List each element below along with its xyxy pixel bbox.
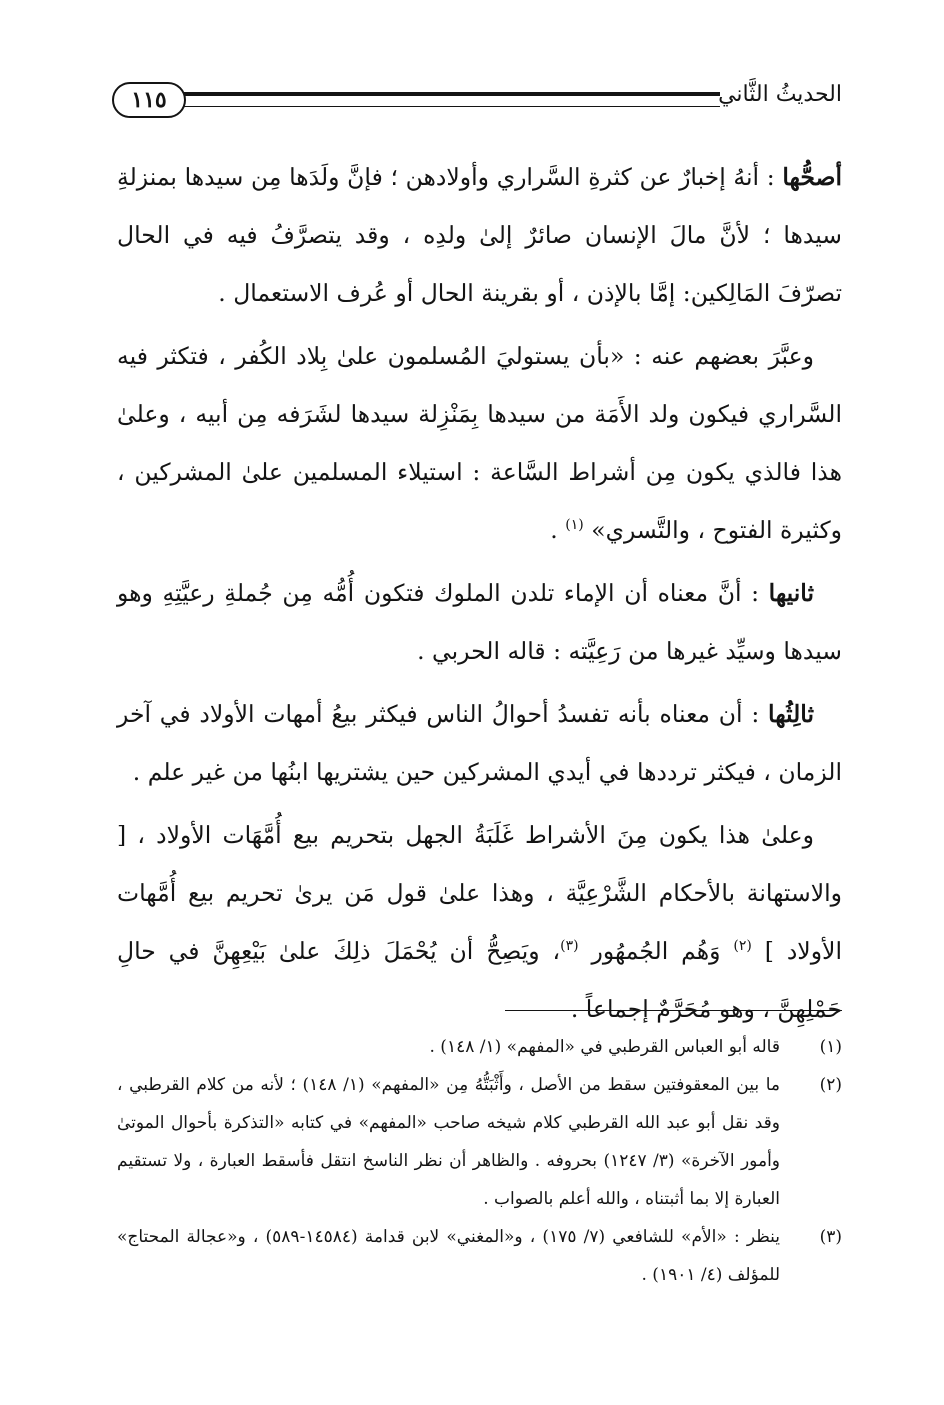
paragraph-text: وعبَّرَ بعضهم عنه : «بأن يستوليَ المُسلمون علىٰ بِلاد الكُفر ، فتكثر فيه السَّراري فيكون ولد الأَمَة من سيدها بِمَنْزِلة سيدها لشَرَفه مِن أبيه ، وعلىٰ هذا فالذي يكون مِن أشراط السَّاعة : استيلاء المسلمين علىٰ المشركين ، وكثيرة الفتوح ، والتَّسري» <box>117 342 842 544</box>
footnote-item <box>117 1218 842 1294</box>
header-rule <box>174 92 720 107</box>
paragraph-text: : أنَّ معناه أن الإماء تلدن الملوك فتكون أُمُّه مِن جُملةِ رعيَّتِهِ وهو سيدها وسيِّد غيرها من رَعِيَّته : قاله الحربي . <box>117 579 842 665</box>
footnote-item <box>117 1028 842 1066</box>
footnote-text: قاله أبو العباس القرطبي في «المفهم» (١/ ١٤٨) . <box>429 1037 780 1057</box>
paragraph-5 <box>117 806 842 1038</box>
paragraph-lead: أصحُّها <box>782 163 842 191</box>
paragraph-lead: ثانيها <box>768 579 814 607</box>
footnote-number: (١) <box>819 1037 842 1057</box>
footnote-text: ينظر : «الأم» للشافعي (٧/ ١٧٥) ، و«المغني» لابن قدامة (١٤٥٨٤-٥٨٩) ، و«عجالة المحتاج» للمؤلف (٤/ ١٩٠١) . <box>117 1227 781 1285</box>
page-number: ١١٥ <box>112 82 186 118</box>
paragraph-text: : أن معناه بأنه تفسدُ أحوالُ الناس فيكثر بيعُ أمهات الأولاد في آخر الزمان ، فيكثر ترددها في أيدي المشركين حين يشتريها ابنُها من غير علم . <box>117 700 842 786</box>
paragraph-end: . <box>550 516 566 544</box>
paragraph-text: وعلىٰ هذا يكون مِنَ الأشراط غَلَبَةُ الجهل بتحريم بيع أُمَّهَات الأولاد ، [ والاستهانة بالأحكام الشَّرْعِيَّة ، وهذا علىٰ قول مَن يرىٰ تحريم بيع أُمَّهات الأولاد ] <box>117 821 842 965</box>
running-title: الحديثُ الثَّاني <box>718 82 842 107</box>
paragraph-2 <box>117 327 842 559</box>
paragraph-3 <box>117 564 842 680</box>
paragraph-text: ، ويَصِحُّ أن يُحْمَلَ ذلِكَ علىٰ بَيْعِهِنَّ في حالِ حَمْلِهِنَّ ، وهو مُحَرَّمٌ إجماعاً . <box>117 937 842 1023</box>
paragraph-lead: ثالِثُها <box>768 700 814 728</box>
main-text <box>117 148 842 1043</box>
footnote-text: ما بين المعقوفتين سقط من الأصل ، وأَثْبَتُّهُ مِن «المفهم» (١/ ١٤٨) ؛ لأنه من كلام القرطبي ، وقد نقل أبو عبد الله القرطبي كلام شيخه صاحب «المفهم» في كتابه «التذكرة بأحوال الموتىٰ وأمور الآخرة» (٣/ ١٢٤٧) بحروفه . والظاهر أن نظر الناسخ انتقل فأسقط العبارة ، ولا تستقيم العبارة إلا بما أثبتناه ، والله أعلم بالصواب . <box>117 1075 780 1209</box>
footnotes <box>117 1028 842 1294</box>
footnote-item <box>117 1066 842 1218</box>
footnote-reference[interactable]: (١) <box>565 517 584 534</box>
footnote-reference[interactable]: (٢) <box>733 938 752 955</box>
footnote-reference[interactable]: (٣) <box>560 938 579 955</box>
footnote-number: (٣) <box>819 1227 842 1247</box>
paragraph-text: وَهُم الجُمهُور <box>591 937 734 965</box>
footnote-number: (٢) <box>819 1075 842 1095</box>
paragraph-text: : أنهُ إخبارٌ عن كثرةِ السَّراري وأولادهن ؛ فإنَّ ولَدَها مِن سيدها بمنزلةِ سيدها ؛ لأنَّ مالَ الإنسان صائرٌ إلىٰ ولدِه ، وقد يتصرَّفُ فيه في الحال تصرّفَ المَالِكين: إمَّا بالإذن ، أو بقرينة الحال أو عُرف الاستعمال . <box>117 163 842 307</box>
page-header <box>112 76 842 126</box>
paragraph-4 <box>117 685 842 801</box>
footnote-separator <box>505 1010 842 1011</box>
paragraph-1 <box>117 148 842 322</box>
